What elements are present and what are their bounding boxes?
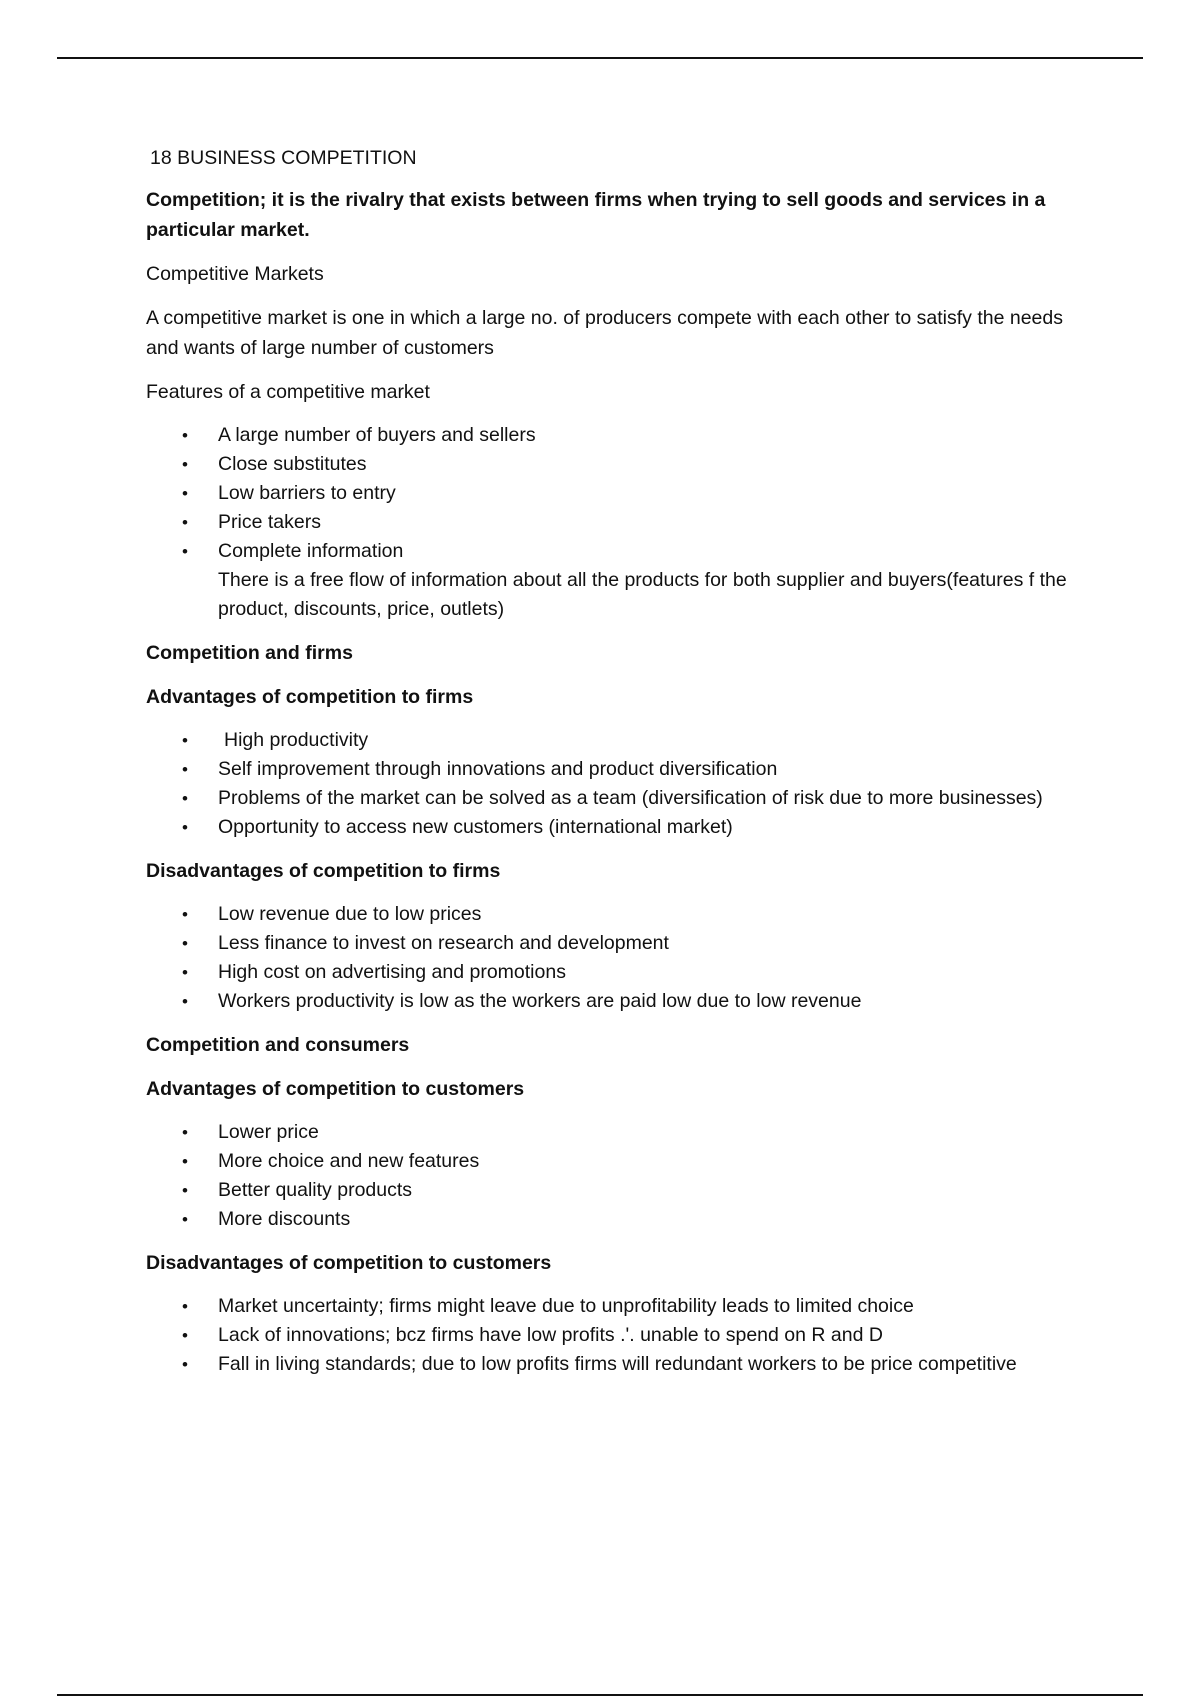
bullet-icon: • <box>182 934 188 953</box>
disadv-firms-list <box>146 900 1086 1016</box>
page-title: 18 BUSINESS COMPETITION <box>150 147 417 169</box>
list-item: • Lack of innovations; bcz firms have low profits .'. unable to spend on R and D <box>146 1321 1086 1350</box>
list-item: • Low revenue due to low prices <box>146 900 1086 929</box>
bullet-icon: • <box>182 484 188 503</box>
top-divider <box>57 57 1143 59</box>
bullet-icon: • <box>182 1210 188 1229</box>
competitive-markets-text: A competitive market is one in which a large no. of producers compete with each other to satisfy the needs and wants of large number of customers <box>146 307 1063 359</box>
bullet-icon: • <box>182 542 188 561</box>
bullet-icon: • <box>182 426 188 445</box>
features-list <box>146 421 1086 624</box>
disadv-customers-heading: Disadvantages of competition to customers <box>146 1252 552 1274</box>
bottom-divider <box>57 1694 1143 1696</box>
competition-firms-heading: Competition and firms <box>146 642 353 664</box>
list-item: • Fall in living standards; due to low profits firms will redundant workers to be price competitive <box>146 1350 1086 1379</box>
list-item: • Lower price <box>146 1118 1086 1147</box>
list-item: • Opportunity to access new customers (international market) <box>146 813 1086 842</box>
bullet-icon: • <box>182 1152 188 1171</box>
list-item: • Market uncertainty; firms might leave due to unprofitability leads to limited choice <box>146 1292 1086 1321</box>
disadv-firms-heading: Disadvantages of competition to firms <box>146 860 501 882</box>
list-item: • Better quality products <box>146 1176 1086 1205</box>
adv-customers-heading: Advantages of competition to customers <box>146 1078 525 1100</box>
list-item: • High cost on advertising and promotions <box>146 958 1086 987</box>
list-item: • Price takers <box>146 508 1086 537</box>
document-body <box>146 143 1086 1393</box>
bullet-icon: • <box>182 789 188 808</box>
list-item: • Less finance to invest on research and development <box>146 929 1086 958</box>
bullet-icon: • <box>182 818 188 837</box>
bullet-icon: • <box>182 513 188 532</box>
list-item: • Self improvement through innovations and product diversification <box>146 755 1086 784</box>
bullet-icon: • <box>182 905 188 924</box>
features-heading: Features of a competitive market <box>146 381 430 403</box>
competitive-markets-heading: Competitive Markets <box>146 263 324 285</box>
adv-customers-list <box>146 1118 1086 1234</box>
bullet-icon: • <box>182 1123 188 1142</box>
features-note: There is a free flow of information about all the products for both supplier and buyers(features f the product, discounts, price, outlets) <box>218 569 1067 620</box>
competition-definition: Competition; it is the rivalry that exists between firms when trying to sell goods and services in a particular market. <box>146 189 1046 241</box>
list-item: • Low barriers to entry <box>146 479 1086 508</box>
bullet-icon: • <box>182 455 188 474</box>
bullet-icon: • <box>182 1297 188 1316</box>
list-item: • High productivity <box>146 726 1086 755</box>
bullet-icon: • <box>182 1326 188 1345</box>
list-item: • Workers productivity is low as the workers are paid low due to low revenue <box>146 987 1086 1016</box>
list-item: • More discounts <box>146 1205 1086 1234</box>
adv-firms-heading: Advantages of competition to firms <box>146 686 474 708</box>
bullet-icon: • <box>182 963 188 982</box>
adv-firms-list <box>146 726 1086 842</box>
bullet-icon: • <box>182 992 188 1011</box>
bullet-icon: • <box>182 1181 188 1200</box>
bullet-icon: • <box>182 1355 188 1374</box>
list-item: • Close substitutes <box>146 450 1086 479</box>
bullet-icon: • <box>182 760 188 779</box>
disadv-customers-list <box>146 1292 1086 1379</box>
list-item: • A large number of buyers and sellers <box>146 421 1086 450</box>
list-item: • Complete information There is a free flow of information about all the products for both supplier and buyers(features f the product, discounts, price, outlets) <box>146 537 1086 624</box>
bullet-icon: • <box>182 731 188 750</box>
competition-consumers-heading: Competition and consumers <box>146 1034 410 1056</box>
list-item: • Problems of the market can be solved as a team (diversification of risk due to more businesses) <box>146 784 1086 813</box>
list-item: • More choice and new features <box>146 1147 1086 1176</box>
